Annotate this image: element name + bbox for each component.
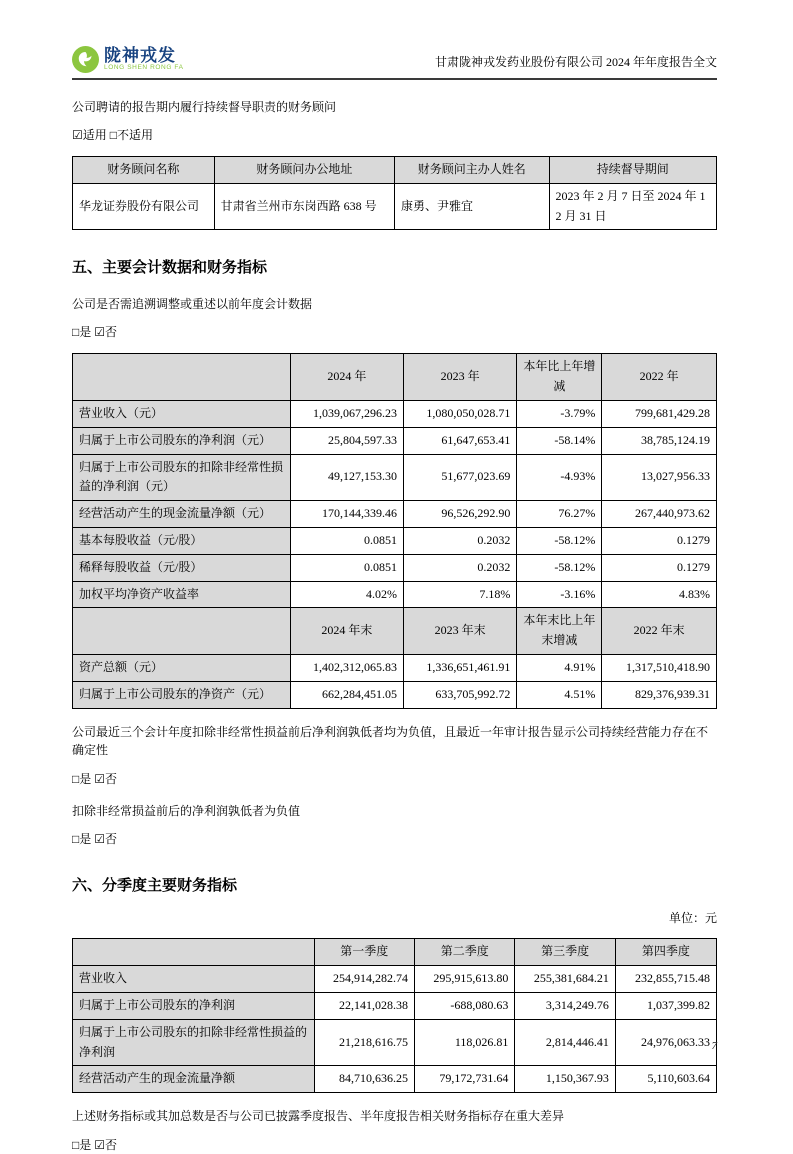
table-cell: 经营活动产生的现金流量净额（元）: [73, 501, 291, 528]
advisor-intro: 公司聘请的报告期内履行持续督导职责的财务顾问: [72, 100, 337, 114]
advisor-table: [72, 156, 717, 230]
table-cell: 经营活动产生的现金流量净额: [73, 1066, 315, 1093]
table-cell: 5,110,603.64: [615, 1066, 716, 1093]
page-number: 7: [711, 1040, 717, 1052]
table-cell: 本年比上年增减: [517, 354, 602, 401]
table-cell: 营业收入: [73, 966, 315, 993]
table-cell: 2023 年: [404, 354, 517, 401]
table-cell: -3.79%: [517, 400, 602, 427]
table-cell: 254,914,282.74: [314, 966, 414, 993]
table-cell: -4.93%: [517, 454, 602, 501]
key-financials-table: [72, 353, 717, 708]
quarterly-difference-note: 上述财务指标或其加总数是否与公司已披露季度报告、半年度报告相关财务指标存在重大差异: [72, 1109, 565, 1124]
table-cell: 0.2032: [404, 527, 517, 554]
table-cell: 财务顾问主办人姓名: [394, 157, 549, 184]
table-cell: 第二季度: [414, 939, 514, 966]
quarterly-difference-checkline: □是 ☑否: [72, 1137, 118, 1152]
table-cell: 归属于上市公司股东的净利润（元）: [73, 427, 291, 454]
table-cell: 华龙证券股份有限公司: [73, 183, 215, 230]
table-cell: [73, 354, 291, 401]
unit-label: 单位：元: [668, 911, 717, 926]
table-cell: 1,150,367.93: [515, 1066, 615, 1093]
table-cell: [73, 939, 315, 966]
table-cell: 0.2032: [404, 554, 517, 581]
table-row: [73, 527, 717, 554]
table-cell: 持续督导期间: [549, 157, 716, 184]
logo-text: [104, 47, 184, 72]
table-cell: 4.02%: [290, 581, 403, 608]
table-cell: 1,402,312,065.83: [290, 654, 403, 681]
table-cell: 1,336,651,461.91: [404, 654, 517, 681]
table-row: [73, 992, 717, 1019]
table-cell: 0.1279: [602, 527, 717, 554]
table-cell: 1,037,399.82: [615, 992, 716, 1019]
table-cell: 4.83%: [602, 581, 717, 608]
table-cell: 3,314,249.76: [515, 992, 615, 1019]
table-cell: 829,376,939.31: [602, 681, 717, 708]
table-cell: 稀释每股收益（元/股）: [73, 554, 291, 581]
table-cell: 96,526,292.90: [404, 501, 517, 528]
table-cell: 295,915,613.80: [414, 966, 514, 993]
table-row: [73, 501, 717, 528]
table-cell: 0.0851: [290, 554, 403, 581]
table-cell: 2,814,446.41: [515, 1019, 615, 1066]
table-cell: 170,144,339.46: [290, 501, 403, 528]
logo-icon: [72, 46, 99, 73]
going-concern-checkline: □是 ☑否: [72, 771, 118, 786]
table-cell: 2022 年: [602, 354, 717, 401]
table-row: [73, 681, 717, 708]
table-cell: 营业收入（元）: [73, 400, 291, 427]
table-cell: -688,080.63: [414, 992, 514, 1019]
table-cell: 2024 年: [290, 354, 403, 401]
page-header: [72, 46, 717, 80]
table-cell: 2023 年 2 月 7 日至 2024 年 12 月 31 日: [549, 183, 716, 230]
section6-title: 六、分季度主要财务指标: [72, 878, 238, 895]
table-row: [73, 400, 717, 427]
table-row: [73, 183, 717, 230]
document-title: 甘肃陇神戎发药业股份有限公司 2024 年年度报告全文: [434, 55, 717, 69]
table-row: [73, 157, 717, 184]
table-cell: 13,027,956.33: [602, 454, 717, 501]
table-cell: 财务顾问名称: [73, 157, 215, 184]
table-cell: 归属于上市公司股东的扣除非经常性损益的净利润（元）: [73, 454, 291, 501]
section5-title: 五、主要会计数据和财务指标: [72, 260, 268, 277]
table-cell: 基本每股收益（元/股）: [73, 527, 291, 554]
brand-name-en: LONG SHEN RONG FA: [104, 64, 184, 72]
table-cell: 甘肃省兰州市东岗西路 638 号: [214, 183, 394, 230]
table-cell: 22,141,028.38: [314, 992, 414, 1019]
table-cell: 归属于上市公司股东的净利润: [73, 992, 315, 1019]
table-cell: 4.51%: [517, 681, 602, 708]
table-cell: -58.12%: [517, 554, 602, 581]
table-cell: 232,855,715.48: [615, 966, 716, 993]
table-cell: 4.91%: [517, 654, 602, 681]
table-cell: 118,026.81: [414, 1019, 514, 1066]
table-cell: 84,710,636.25: [314, 1066, 414, 1093]
negative-profit-note: 扣除非经常损益前后的净利润孰低者为负值: [72, 803, 301, 818]
table-cell: -58.12%: [517, 527, 602, 554]
table-cell: 799,681,429.28: [602, 400, 717, 427]
table-cell: 24,976,063.33: [615, 1019, 716, 1066]
table-cell: 0.1279: [602, 554, 717, 581]
brand-name-cn: 陇神戎发: [104, 46, 176, 66]
table-cell: 61,647,653.41: [404, 427, 517, 454]
table-cell: [73, 608, 291, 655]
table-cell: 633,705,992.72: [404, 681, 517, 708]
table-cell: 2022 年末: [602, 608, 717, 655]
quarterly-table: [72, 938, 717, 1093]
table-cell: 51,677,023.69: [404, 454, 517, 501]
table-cell: 662,284,451.05: [290, 681, 403, 708]
table-cell: 255,381,684.21: [515, 966, 615, 993]
table-cell: 本年末比上年末增减: [517, 608, 602, 655]
table-cell: 1,039,067,296.23: [290, 400, 403, 427]
table-cell: 49,127,153.30: [290, 454, 403, 501]
table-cell: 0.0851: [290, 527, 403, 554]
table-cell: 76.27%: [517, 501, 602, 528]
negative-profit-checkline: □是 ☑否: [72, 832, 118, 847]
table-cell: 21,218,616.75: [314, 1019, 414, 1066]
table-row: [73, 939, 717, 966]
table-cell: 加权平均净资产收益率: [73, 581, 291, 608]
table-cell: 7.18%: [404, 581, 517, 608]
table-cell: 康勇、尹雅宜: [394, 183, 549, 230]
table-cell: 1,080,050,028.71: [404, 400, 517, 427]
table-cell: 267,440,973.62: [602, 501, 717, 528]
table-cell: -3.16%: [517, 581, 602, 608]
table-cell: -58.14%: [517, 427, 602, 454]
table-row: [73, 354, 717, 401]
company-logo: [72, 46, 184, 73]
table-cell: 第一季度: [314, 939, 414, 966]
table-cell: 第三季度: [515, 939, 615, 966]
table-row: [73, 454, 717, 501]
table-row: [73, 608, 717, 655]
restate-answer-checkline: □是 ☑否: [72, 325, 118, 340]
advisor-applicability-checkline: ☑适用 □不适用: [72, 128, 154, 142]
table-row: [73, 966, 717, 993]
table-row: [73, 654, 717, 681]
restate-question: 公司是否需追溯调整或重述以前年度会计数据: [72, 297, 313, 312]
going-concern-note: 公司最近三个会计年度扣除非经常性损益前后净利润孰低者均为负值，且最近一年审计报告显示公司持续经营能力存在不确定性: [72, 724, 709, 758]
table-row: [73, 581, 717, 608]
table-row: [73, 554, 717, 581]
table-cell: 财务顾问办公地址: [214, 157, 394, 184]
table-cell: 归属于上市公司股东的净资产（元）: [73, 681, 291, 708]
table-cell: 79,172,731.64: [414, 1066, 514, 1093]
table-row: [73, 1066, 717, 1093]
table-cell: 2023 年末: [404, 608, 517, 655]
table-row: [73, 1019, 717, 1066]
table-cell: 资产总额（元）: [73, 654, 291, 681]
table-cell: 1,317,510,418.90: [602, 654, 717, 681]
table-cell: 第四季度: [615, 939, 716, 966]
table-cell: 38,785,124.19: [602, 427, 717, 454]
table-row: [73, 427, 717, 454]
table-cell: 归属于上市公司股东的扣除非经常性损益的净利润: [73, 1019, 315, 1066]
table-cell: 2024 年末: [290, 608, 403, 655]
table-cell: 25,804,597.33: [290, 427, 403, 454]
